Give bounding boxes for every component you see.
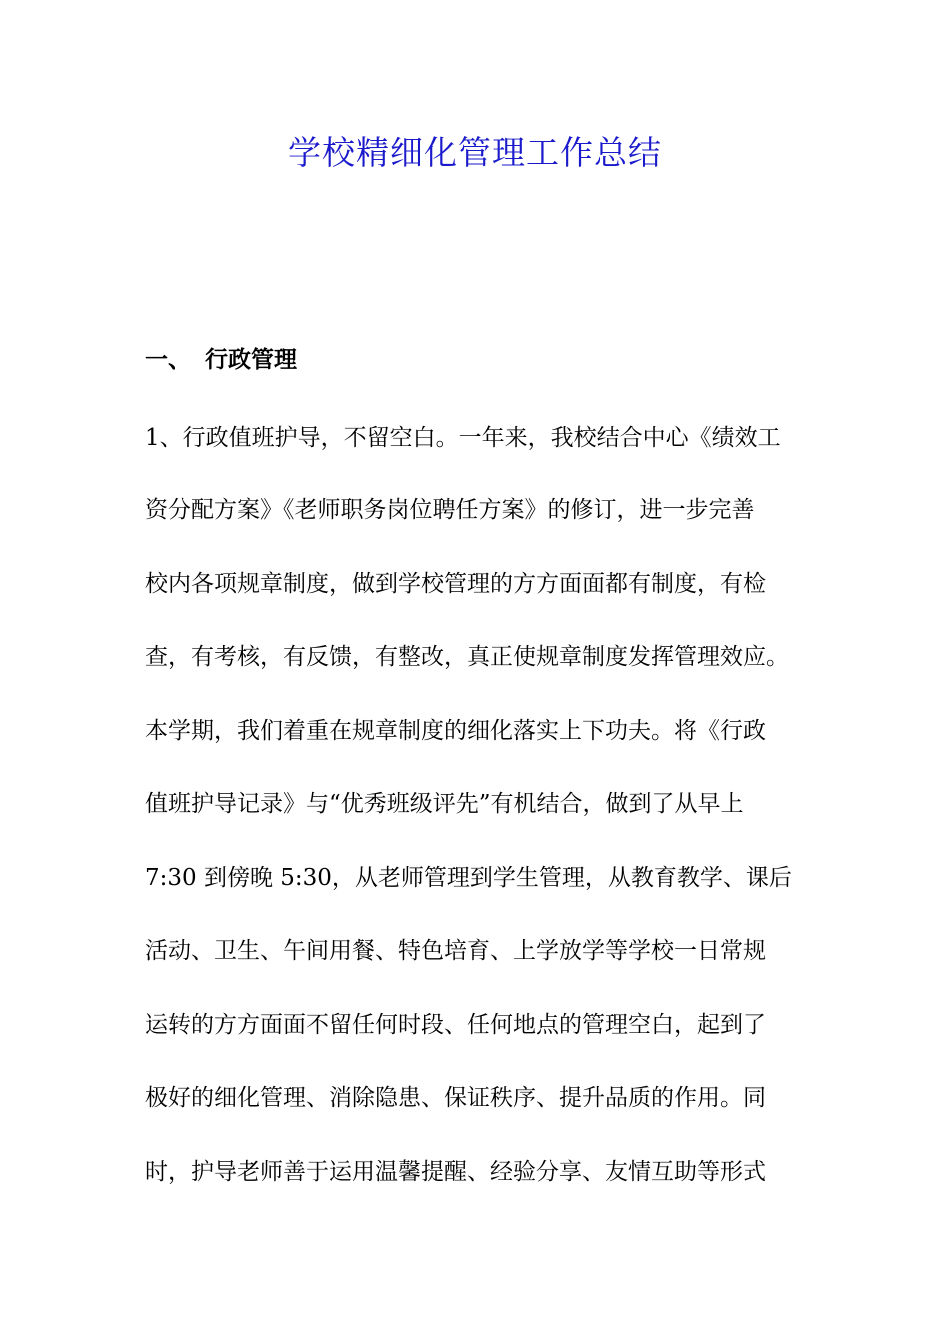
section-number: 一、 — [145, 346, 191, 373]
paragraph-line: 极好的细化管理、消除隐患、保证秩序、提升品质的作用。同 — [145, 1085, 766, 1111]
paragraph-line: 7:30 到傍晚 5:30，从老师管理到学生管理，从教育教学、课后 — [145, 865, 792, 891]
paragraph-line: 查，有考核，有反馈，有整改，真正使规章制度发挥管理效应。 — [145, 644, 789, 670]
section-heading — [145, 340, 297, 380]
document-title: 学校精细化管理工作总结 — [288, 133, 662, 172]
paragraph-line: 资分配方案》《老师职务岗位聘任方案》的修订，进一步完善 — [145, 497, 755, 523]
paragraph-line: 值班护导记录》与“优秀班级评先”有机结合，做到了从早上 — [145, 791, 744, 817]
paragraph-line: 本学期，我们着重在规章制度的细化落实上下功夫。将《行政 — [145, 718, 766, 744]
paragraph-line: 1、行政值班护导，不留空白。一年来，我校结合中心《绩效工 — [145, 425, 781, 451]
section-label: 行政管理 — [205, 346, 297, 373]
paragraph-line: 校内各项规章制度，做到学校管理的方方面面都有制度，有检 — [145, 571, 766, 597]
paragraph-line: 活动、卫生、午间用餐、特色培育、上学放学等学校一日常规 — [145, 938, 766, 964]
paragraph-line: 运转的方方面面不留任何时段、任何地点的管理空白，起到了 — [145, 1012, 766, 1038]
paragraph-line: 时，护导老师善于运用温馨提醒、经验分享、友情互助等形式 — [145, 1159, 766, 1185]
